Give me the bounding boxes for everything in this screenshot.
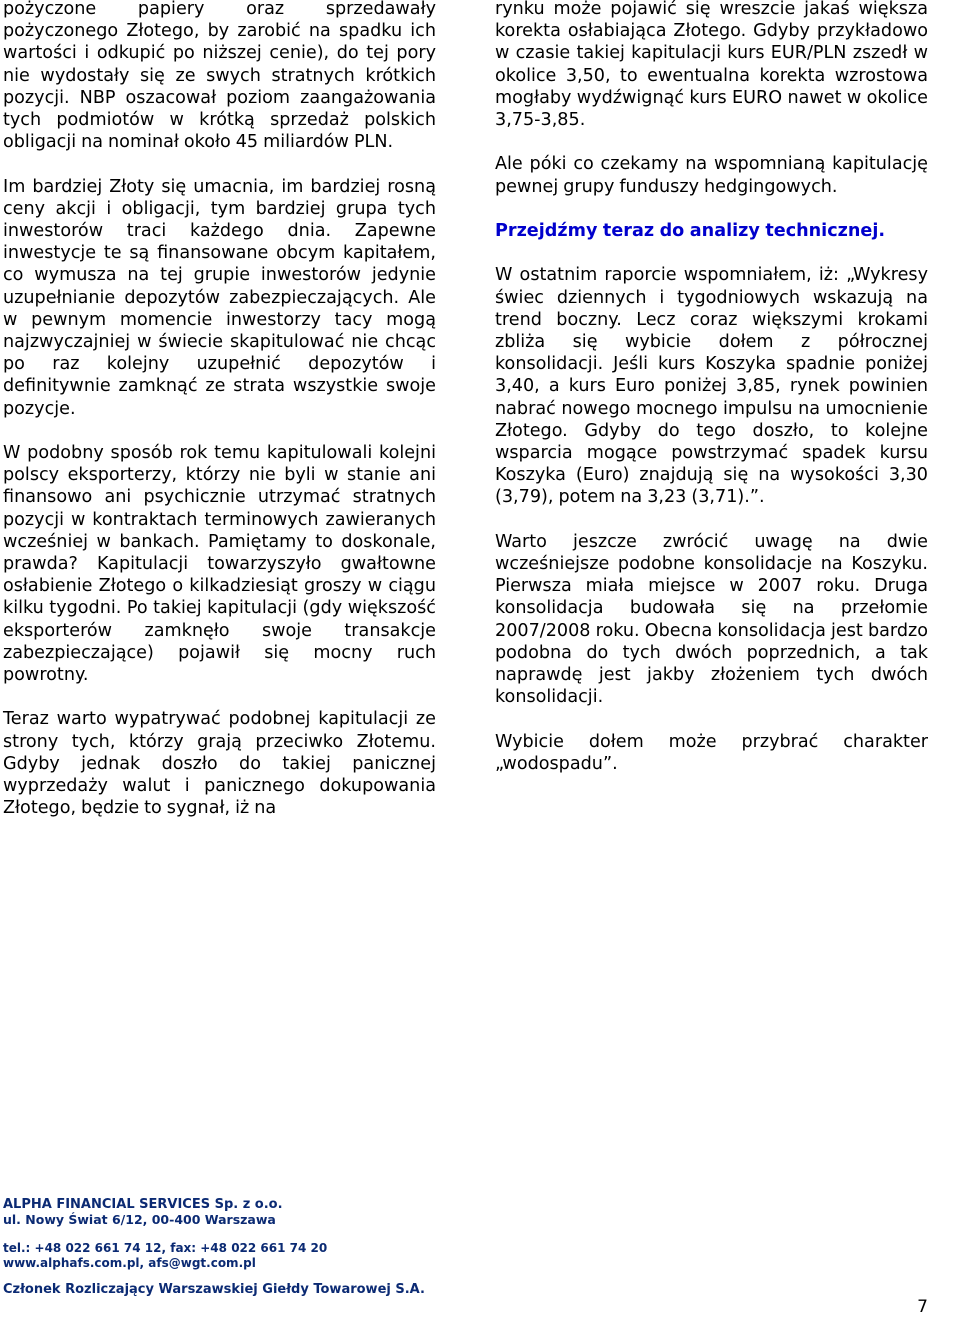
paragraph: rynku może pojawić się wreszcie jakaś większa korekta osłabiająca Złotego. Gdyby przykładowo w czasie takiej kapitulacji kurs EUR/PLN zszedł w okolice 3,50, to ewentualna korekta wzrostowa mogłaby wydźwignąć kurs EURO nawet w okolice 3,75-3,85.	[495, 0, 928, 131]
paragraph: Wybicie dołem może przybrać charakter „wodospadu”.	[495, 731, 928, 774]
paragraph: Warto jeszcze zwrócić uwagę na dwie wcześniejsze podobne konsolidacje na Koszyku. Pierwsza miała miejsce w 2007 roku. Druga konsolidacja budowała się na przełomie 2007/2008 roku. Obecna konsolidacja jest bardzo podobna do tych dwóch poprzednich, a tak naprawdę jest jakby złożeniem tych dwóch konsolidacji.	[495, 531, 928, 708]
paragraph: Ale póki co czekamy na wspomnianą kapitulację pewnej grupy funduszy hedgingowych.	[495, 154, 928, 197]
section-heading: Przejdźmy teraz do analizy technicznej.	[495, 221, 886, 241]
footer-phone: tel.: +48 022 661 74 12, fax: +48 022 661 74 20	[3, 1241, 328, 1255]
right-column	[495, 0, 928, 797]
footer-web: www.alphafs.com.pl, afs@wgt.com.pl	[3, 1256, 256, 1270]
paragraph: W ostatnim raporcie wspomniałem, iż: „Wykresy świec dziennych i tygodniowych wskazują na trend boczny. Lecz coraz większymi krokami zbliża się wybicie dołem z półrocznej konsolidacji. Jeśli kurs Koszyka spadnie poniżej 3,40, a kurs Euro poniżej 3,85, rynek powinien nabrać nowego mocnego impulsu na umocnienie Złotego. Gdyby do tego doszło, to kolejne wsparcia mogące powstrzymać spadek kursu Koszyka (Euro) znajdują się na wysokości 3,30 (3,79), potem na 3,23 (3,71).”.	[495, 265, 928, 508]
paragraph: pożyczone papiery oraz sprzedawały pożyczonego Złotego, by zarobić na spadku ich wartości i odkupić po niższej cenie), do tej pory nie wydostały się ze swych stratnych krótkich pozycji. NBP oszacował poziom zaangażowania tych podmiotów w krótką sprzedaż polskich obligacji na nominał około 45 miliardów PLN.	[3, 0, 436, 153]
footer-address: ul. Nowy Świat 6/12, 00-400 Warszawa	[3, 1212, 276, 1227]
left-column	[3, 0, 436, 842]
page-number: 7	[917, 1297, 928, 1317]
paragraph: W podobny sposób rok temu kapitulowali kolejni polscy eksporterzy, którzy nie byli w stanie ani finansowo ani psychicznie utrzymać stratnych pozycji w kontraktach terminowych zawieranych wcześniej w bankach. Pamiętamy to doskonale, prawda? Kapitulacji towarzyszyło gwałtowne osłabienie Złotego o kilkadziesiąt groszy w ciągu kilku tygodni. Po takiej kapitulacji (gdy większość eksporterów zamknęło swoje transakcje zabezpieczające) pojawił się mocny ruch powrotny.	[3, 443, 436, 686]
footer-company-name: ALPHA FINANCIAL SERVICES Sp. z o.o.	[3, 1197, 283, 1212]
paragraph: Teraz warto wypatrywać podobnej kapitulacji ze strony tych, którzy grają przeciwko Złotemu. Gdyby jednak doszło do takiej panicznej wyprzedaży walut i panicznego dokupowania Złotego, będzie to sygnał, iż na	[3, 709, 436, 819]
paragraph: Im bardziej Złoty się umacnia, im bardziej rosną ceny akcji i obligacji, tym bardziej grupa tych inwestorów traci każdego dnia. Zapewne inwestycje te są finansowane obcym kapitałem, co wymusza na tej grupie inwestorów jedynie uzupełnianie depozytów zabezpieczających. Ale w pewnym momencie inwestorzy tacy mogą najzwyczajniej w świecie skapitulować nie chcąc po raz kolejny uzupełnić depozytów i definitywnie zamknąć ze strata wszystkie swoje pozycje.	[3, 176, 436, 419]
footer-membership: Członek Rozliczający Warszawskiej Giełdy Towarowej S.A.	[3, 1282, 425, 1297]
